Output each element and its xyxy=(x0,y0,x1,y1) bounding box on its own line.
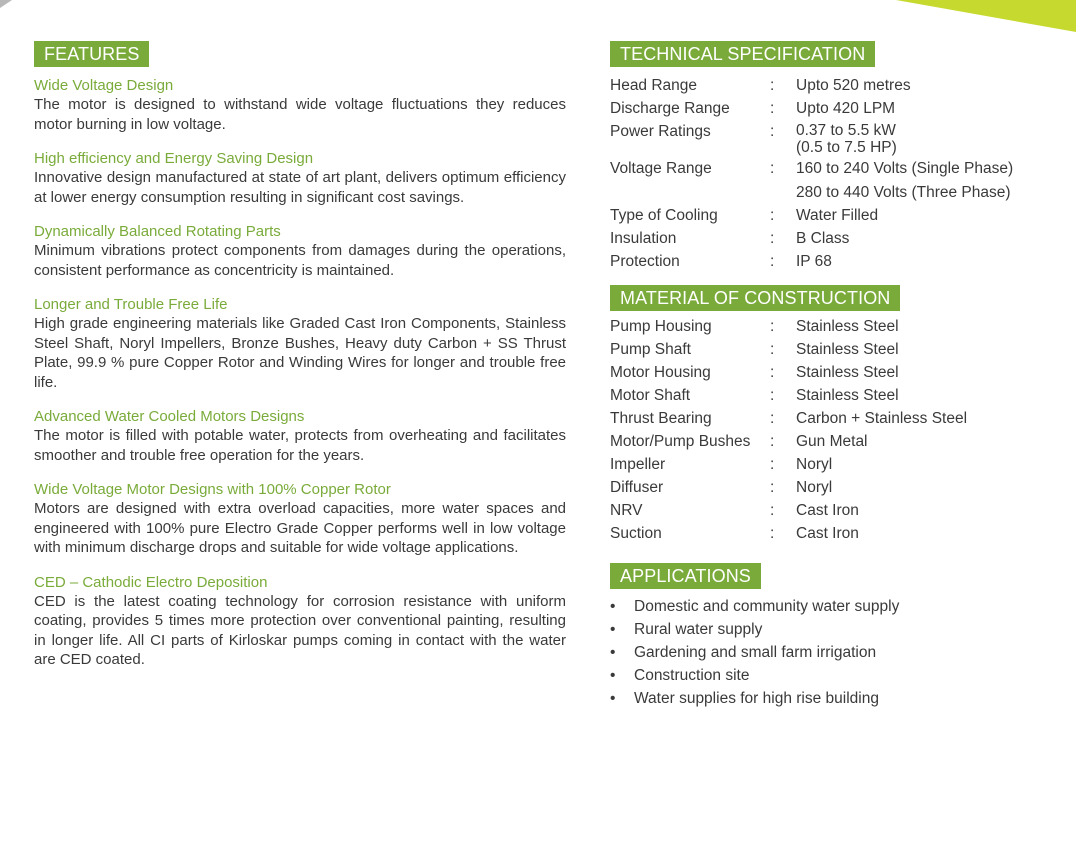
features-list xyxy=(34,76,566,685)
tech-spec-heading: TECHNICAL SPECIFICATION xyxy=(610,41,875,67)
application-text: Gardening and small farm irrigation xyxy=(634,644,877,661)
material-row xyxy=(610,340,967,360)
corner-decoration-left xyxy=(0,0,14,14)
feature-title: High efficiency and Energy Saving Design xyxy=(34,150,314,167)
material-separator: : xyxy=(770,479,775,496)
material-row xyxy=(610,317,967,337)
feature-title: Advanced Water Cooled Motors Designs xyxy=(34,408,305,425)
material-row xyxy=(610,501,967,521)
material-row xyxy=(610,363,967,383)
application-item xyxy=(610,620,899,640)
spec-row xyxy=(610,159,1013,203)
application-text: Domestic and community water supply xyxy=(634,598,900,615)
feature-title: Wide Voltage Design xyxy=(34,77,174,94)
material-separator: : xyxy=(770,525,775,542)
application-text: Rural water supply xyxy=(634,621,763,638)
material-label: Pump Housing xyxy=(610,318,712,335)
spec-row xyxy=(610,99,1013,119)
spec-label: Voltage Range xyxy=(610,160,712,177)
spec-row xyxy=(610,206,1013,226)
feature-description: Innovative design manufactured at state of art plant, delivers optimum efficiency at lower energy consumption resulting in significant cost savings. xyxy=(34,169,566,206)
spec-separator: : xyxy=(770,100,775,117)
tech-spec-table xyxy=(610,76,1013,275)
material-separator: : xyxy=(770,387,775,404)
applications-list xyxy=(610,597,899,712)
application-item xyxy=(610,666,899,686)
feature-description: Motors are designed with extra overload capacities, more water spaces and engineered with 100% pure Electro Grade Copper performs well in low voltage with minimum discharge drops and suitable for wide voltage applications. xyxy=(34,500,566,556)
feature-item xyxy=(34,480,566,558)
spec-separator: : xyxy=(770,253,775,270)
spec-row xyxy=(610,252,1013,272)
spec-separator: : xyxy=(770,207,775,224)
bullet-icon: • xyxy=(610,690,616,707)
application-item xyxy=(610,597,899,617)
material-label: Motor/Pump Bushes xyxy=(610,433,751,450)
spec-value xyxy=(796,76,1013,96)
feature-description: High grade engineering materials like Graded Cast Iron Components, Stainless Steel Shaft, Noryl Impellers, Bronze Bushes, Heavy duty Carbon + SS Thrust Plate, 99.9 % pure Copper Rotor and Winding Wires for longer and trouble free life. xyxy=(34,315,566,391)
spec-label: Insulation xyxy=(610,230,677,247)
feature-item xyxy=(34,76,566,134)
spec-value-line: Water Filled xyxy=(796,207,879,224)
material-label: NRV xyxy=(610,502,643,519)
bullet-icon: • xyxy=(610,644,616,661)
material-separator: : xyxy=(770,433,775,450)
material-separator: : xyxy=(770,410,775,427)
application-item xyxy=(610,643,899,663)
spec-value xyxy=(796,159,1013,203)
spec-separator: : xyxy=(770,77,775,94)
material-row xyxy=(610,409,967,429)
material-label: Suction xyxy=(610,525,662,542)
material-separator: : xyxy=(770,456,775,473)
application-text: Construction site xyxy=(634,667,750,684)
spec-value xyxy=(796,122,1013,156)
material-row xyxy=(610,386,967,406)
material-value: Stainless Steel xyxy=(796,318,899,335)
material-row xyxy=(610,524,967,544)
spec-value xyxy=(796,252,1013,272)
feature-title: Longer and Trouble Free Life xyxy=(34,296,228,313)
spec-value xyxy=(796,206,1013,226)
material-label: Diffuser xyxy=(610,479,664,496)
material-label: Impeller xyxy=(610,456,666,473)
spec-value-line: (0.5 to 7.5 HP) xyxy=(796,139,897,156)
bullet-icon: • xyxy=(610,598,616,615)
feature-item xyxy=(34,573,566,670)
feature-item xyxy=(34,407,566,465)
spec-label: Protection xyxy=(610,253,680,270)
spec-separator: : xyxy=(770,160,775,177)
features-heading: FEATURES xyxy=(34,41,149,67)
spec-value-line: Upto 420 LPM xyxy=(796,100,896,117)
material-separator: : xyxy=(770,318,775,335)
material-value: Cast Iron xyxy=(796,525,859,542)
material-value: Carbon + Stainless Steel xyxy=(796,410,968,427)
material-row xyxy=(610,455,967,475)
spec-value-line: Upto 520 metres xyxy=(796,77,911,94)
material-separator: : xyxy=(770,341,775,358)
material-value: Noryl xyxy=(796,479,833,496)
corner-stripe-decoration xyxy=(876,0,1076,36)
feature-title: Wide Voltage Motor Designs with 100% Copper Rotor xyxy=(34,481,391,498)
material-separator: : xyxy=(770,364,775,381)
spec-value-line: 280 to 440 Volts (Three Phase) xyxy=(796,184,1011,201)
spec-value-line: 160 to 240 Volts (Single Phase) xyxy=(796,160,1014,177)
material-label: Thrust Bearing xyxy=(610,410,712,427)
material-value: Gun Metal xyxy=(796,433,868,450)
feature-description: The motor is filled with potable water, protects from overheating and facilitates smoother and trouble free operation for the years. xyxy=(34,427,566,464)
spec-label: Power Ratings xyxy=(610,123,711,140)
feature-description: The motor is designed to withstand wide voltage fluctuations they reduces motor burning in low voltage. xyxy=(34,96,566,133)
spec-value xyxy=(796,99,1013,119)
bullet-icon: • xyxy=(610,667,616,684)
spec-separator: : xyxy=(770,230,775,247)
applications-heading: APPLICATIONS xyxy=(610,563,761,589)
material-value: Stainless Steel xyxy=(796,341,899,358)
application-item xyxy=(610,689,899,709)
feature-title: CED – Cathodic Electro Deposition xyxy=(34,573,268,591)
spec-row xyxy=(610,76,1013,96)
material-row xyxy=(610,478,967,498)
material-table xyxy=(610,317,967,547)
spec-separator: : xyxy=(770,123,775,140)
spec-row xyxy=(610,122,1013,156)
spec-value-line: IP 68 xyxy=(796,253,832,270)
material-value: Cast Iron xyxy=(796,502,859,519)
feature-title: Dynamically Balanced Rotating Parts xyxy=(34,223,281,240)
material-label: Motor Shaft xyxy=(610,387,691,404)
feature-item xyxy=(34,295,566,392)
feature-description: CED is the latest coating technology for corrosion resistance with uniform coating, provides 5 times more protection over conventional painting, resulting in longer life. All CI parts of Kirloskar pumps coming in contact with the water are CED coated. xyxy=(34,592,566,668)
material-heading: MATERIAL OF CONSTRUCTION xyxy=(610,285,900,311)
spec-value-line: 0.37 to 5.5 kW xyxy=(796,122,896,139)
spec-label: Discharge Range xyxy=(610,100,730,117)
material-label: Pump Shaft xyxy=(610,341,691,358)
feature-description: Minimum vibrations protect components from damages during the operations, consistent performance as concentricity is maintained. xyxy=(34,242,566,279)
spec-row xyxy=(610,229,1013,249)
bullet-icon: • xyxy=(610,621,616,638)
spec-label: Head Range xyxy=(610,77,698,94)
spec-value-line: B Class xyxy=(796,230,850,247)
material-label: Motor Housing xyxy=(610,364,711,381)
application-text: Water supplies for high rise building xyxy=(634,690,879,707)
spec-value xyxy=(796,229,1013,249)
material-value: Stainless Steel xyxy=(796,364,899,381)
feature-item xyxy=(34,222,566,280)
material-value: Noryl xyxy=(796,456,833,473)
material-separator: : xyxy=(770,502,775,519)
feature-item xyxy=(34,149,566,207)
material-value: Stainless Steel xyxy=(796,387,899,404)
material-row xyxy=(610,432,967,452)
spec-label: Type of Cooling xyxy=(610,207,718,224)
